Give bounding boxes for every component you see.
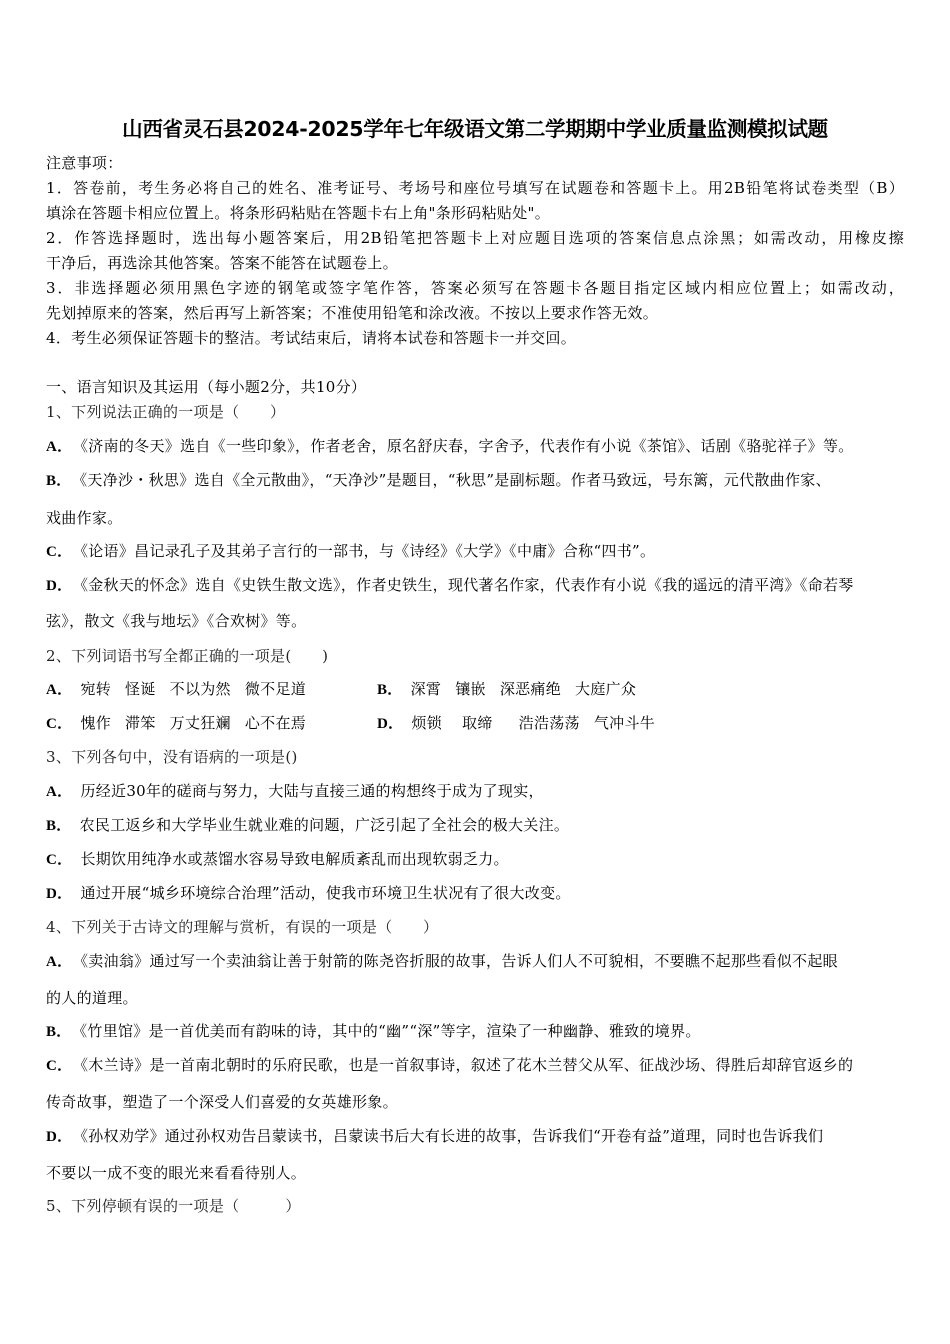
question-1-option-b [46, 469, 831, 490]
question-4-option-a [46, 950, 838, 971]
question-3-option-d [46, 882, 571, 903]
word: 心不在焉 [244, 714, 307, 732]
option-label: A． [46, 682, 73, 698]
option-label: C． [46, 852, 73, 868]
word: 万丈狂斓 [169, 714, 231, 732]
question-4-option-c [46, 1054, 853, 1075]
notice-line: 1．答卷前，考生务必将自己的姓名、准考证号、考场号和座位号填写在试题卷和答题卡上。用2B铅笔将试卷类型（B） [46, 179, 904, 197]
option-text: 《济南的冬天》选自《一些印象》，作者老舍，原名舒庆春，字舍予，代表作有小说《茶馆》、话剧《骆驼祥子》等。 [80, 437, 854, 455]
option-text: 《竹里馆》是一首优美而有韵味的诗，其中的“幽”“深”等字，渲染了一种幽静、雅致的境界。 [79, 1022, 701, 1040]
option-label: B． [46, 1024, 72, 1040]
option-text: 《木兰诗》是一首南北朝时的乐府民歌，也是一首叙事诗，叙述了花木兰替父从军、征战沙场、得胜后却辞官返乡的 [80, 1056, 854, 1074]
question-2-option-a [46, 678, 320, 699]
word: 气冲斗牛 [593, 714, 656, 732]
word: 滞笨 [125, 714, 156, 732]
option-label: A． [46, 954, 73, 970]
option-label: A． [46, 784, 73, 800]
option-label: B． [46, 473, 72, 489]
question-5-stem: 5、下列停顿有误的一项是（ ） [46, 1197, 301, 1215]
word: 愧作 [80, 714, 112, 732]
option-label: B． [377, 682, 403, 698]
option-label: C． [46, 716, 73, 732]
question-3-option-a [46, 780, 544, 801]
word: 大庭广众 [575, 680, 637, 698]
word: 深霄 [410, 680, 442, 698]
question-4-stem: 4、下列关于古诗文的理解与赏析，有误的一项是（ ） [46, 918, 439, 936]
notice-heading: 注意事项： [46, 154, 123, 172]
option-text: 通过开展“城乡环境综合治理”活动，使我市环境卫生状况有了很大改变。 [80, 884, 571, 902]
option-text: 《金秋天的怀念》选自《史铁生散文选》，作者史铁生，现代著名作家，代表作有小说《我的遥远的清平湾》《命若琴 [80, 576, 854, 594]
word: 深恶痛绝 [499, 680, 562, 698]
question-4-option-a-cont: 的人的道理。 [46, 989, 138, 1007]
question-4-option-b [46, 1020, 701, 1041]
word: 烦锁 [411, 714, 443, 732]
option-label: D． [46, 1129, 73, 1145]
question-4-option-d-cont: 不要以一成不变的眼光来看看待别人。 [46, 1164, 307, 1182]
question-1-option-b-cont: 戏曲作家。 [46, 509, 123, 527]
question-1-option-c [46, 540, 655, 561]
notice-line: 干净后，再选涂其他答案。答案不能答在试题卷上。 [46, 254, 398, 272]
word: 宛转 [80, 680, 112, 698]
word: 不以为然 [169, 680, 231, 698]
question-1-option-a [46, 435, 854, 456]
page-title: 山西省灵石县2024-2025学年七年级语文第二学期期中学业质量监测模拟试题 [122, 117, 828, 141]
question-2-option-b [377, 678, 650, 699]
question-1-stem: 1、下列说法正确的一项是（ ） [46, 403, 286, 421]
word: 取缔 [462, 714, 493, 732]
option-label: D． [46, 886, 73, 902]
option-label: A． [46, 439, 73, 455]
option-text: 农民工返乡和大学毕业生就业难的问题，广泛引起了全社会的极大关注。 [79, 816, 570, 834]
word: 微不足道 [244, 680, 307, 698]
option-label: B． [46, 818, 72, 834]
option-text: 长期饮用纯净水或蒸馏水容易导致电解质紊乱而出现软弱乏力。 [80, 850, 509, 868]
word: 浩浩荡荡 [518, 714, 580, 732]
question-1-option-d [46, 574, 854, 595]
notice-line: 先划掉原来的答案，然后再写上新答案；不准使用铅笔和涂改液。不按以上要求作答无效。 [46, 304, 659, 322]
option-text: 历经近30年的磋商与努力，大陆与直接三通的构想终于成为了现实， [80, 782, 544, 800]
option-text: 《论语》昌记录孔子及其弟子言行的一部书，与《诗经》《大学》《中庸》合称“四书”。 [80, 542, 656, 560]
question-2-option-c [46, 712, 320, 733]
option-label: D． [377, 716, 404, 732]
option-label: C． [46, 544, 73, 560]
question-3-stem: 3、下列各句中，没有语病的一项是() [46, 748, 298, 766]
option-text: 《天净沙・秋思》选自《全元散曲》，“天净沙”是题目，“秋思”是副标题。作者马致远，号东篱，元代散曲作家、 [79, 471, 831, 489]
option-text: 《孙权劝学》通过孙权劝告吕蒙读书，吕蒙读书后大有长进的故事，告诉我们“开卷有益”道理，同时也告诉我们 [80, 1127, 824, 1145]
question-3-option-b [46, 814, 569, 835]
option-text: 《卖油翁》通过写一个卖油翁让善于射箭的陈尧咨折服的故事，告诉人们人不可貌相，不要瞧不起那些看似不起眼 [80, 952, 838, 970]
question-4-option-c-cont: 传奇故事，塑造了一个深受人们喜爱的女英雄形象。 [46, 1093, 398, 1111]
notice-line: 3．非选择题必须用黑色字迹的钢笔或签字笔作答，答案必须写在答题卡各题目指定区域内相应位置上；如需改动， [46, 279, 904, 297]
notice-line: 2．作答选择题时，选出每小题答案后，用2B铅笔把答题卡上对应题目选项的答案信息点涂黑；如需改动，用橡皮擦 [46, 229, 904, 247]
question-2-stem: 2、下列词语书写全都正确的一项是( ) [46, 647, 329, 665]
notice-line: 填涂在答题卡相应位置上。将条形码粘贴在答题卡右上角"条形码粘贴处"。 [46, 204, 551, 222]
word: 怪诞 [125, 680, 156, 698]
notice-line: 4．考生必须保证答题卡的整洁。考试结束后，请将本试卷和答题卡一并交回。 [46, 329, 577, 347]
option-label: D． [46, 578, 73, 594]
question-1-option-d-cont: 弦》，散文《我与地坛》《合欢树》等。 [46, 612, 307, 630]
question-3-option-c [46, 848, 509, 869]
section-heading: 一、语言知识及其运用（每小题2分，共10分） [46, 378, 367, 396]
question-4-option-d [46, 1125, 823, 1146]
option-label: C． [46, 1058, 73, 1074]
word: 镶嵌 [455, 680, 486, 698]
question-2-option-d [377, 712, 669, 733]
